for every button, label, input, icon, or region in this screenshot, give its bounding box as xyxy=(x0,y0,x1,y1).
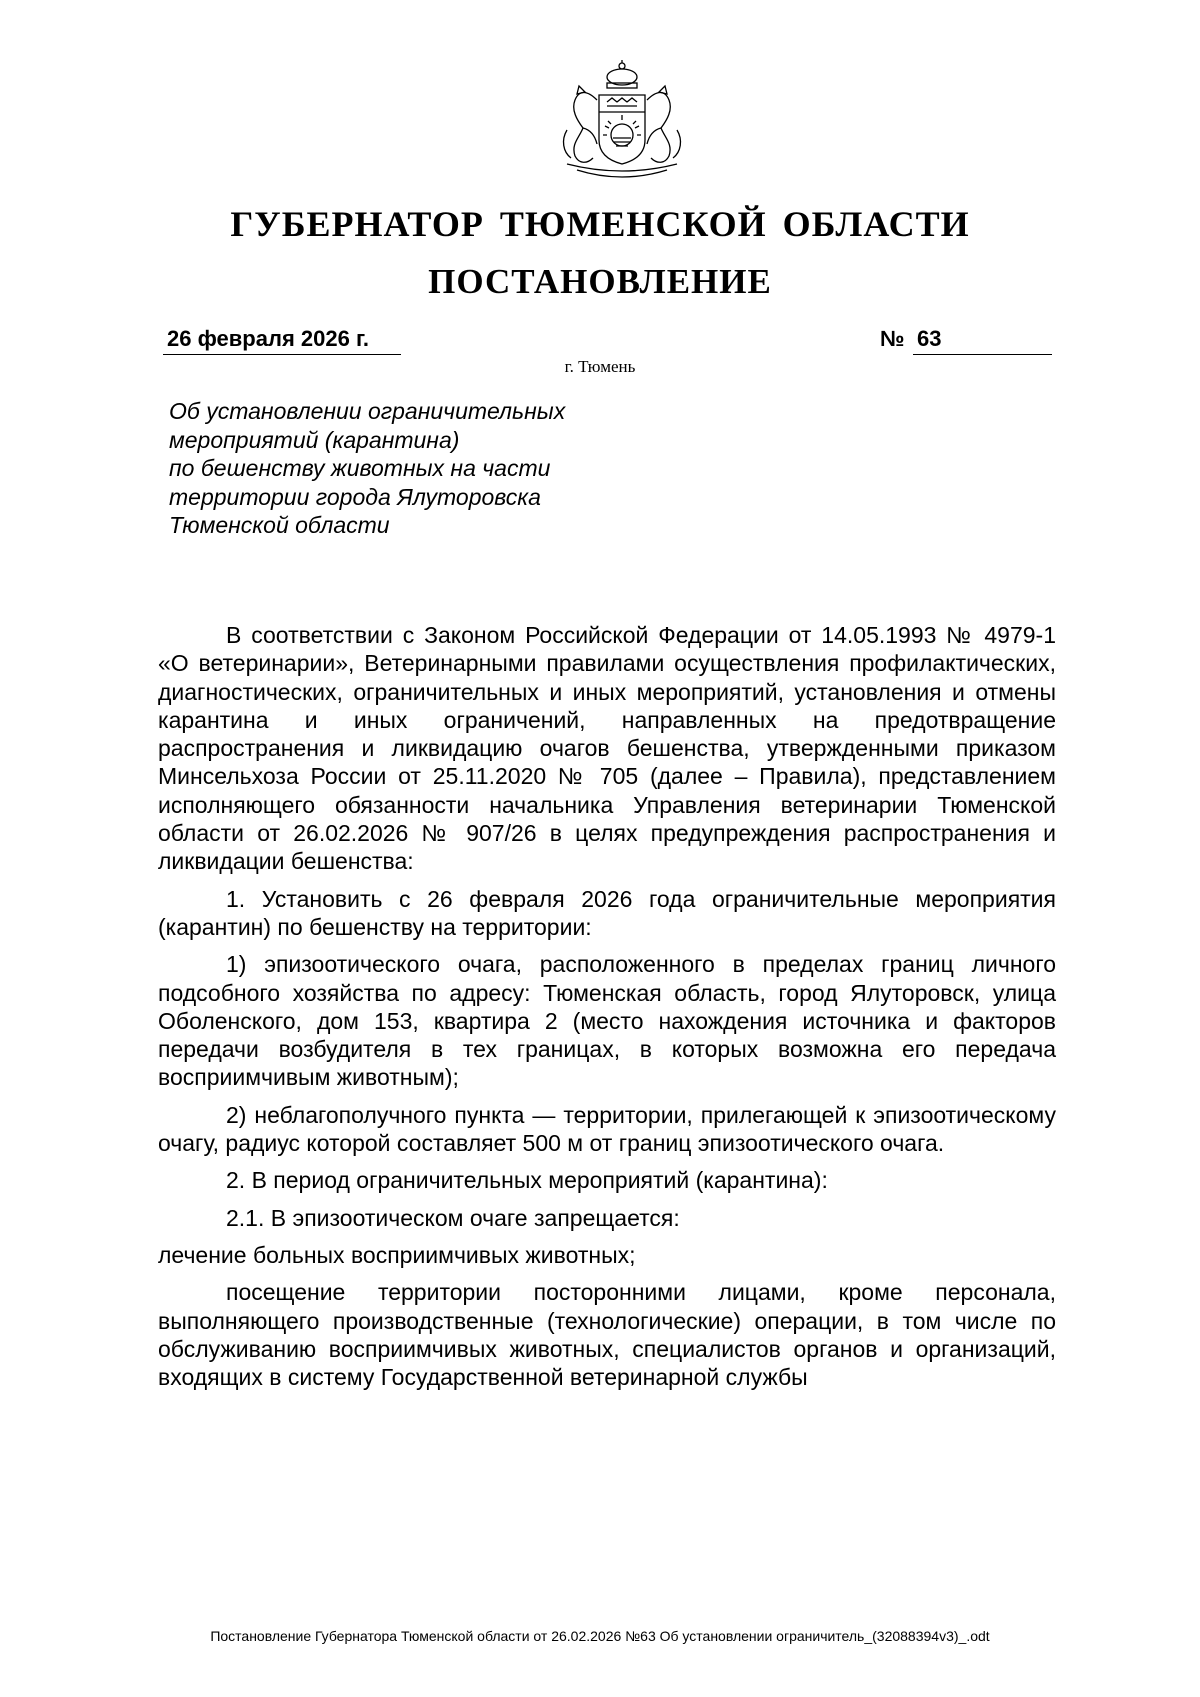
document-date: 26 февраля 2026 г. xyxy=(163,324,401,355)
number-sign: № xyxy=(880,326,905,351)
document-number: 63 xyxy=(913,324,1052,355)
document-body xyxy=(158,621,1056,1391)
footer-filename: Постановление Губернатора Тюменской области от 26.02.2026 №63 Об установлении ограничитель_(32088394v3)_.odt xyxy=(210,1628,990,1644)
coat-of-arms-icon xyxy=(557,60,687,185)
paragraph-prohibition-1: лечение больных восприимчивых животных; xyxy=(158,1241,636,1268)
subject-line: территории города Ялуторовска xyxy=(169,483,541,510)
paragraph-1-2: 2) неблагополучного пункта — территории, прилегающей к эпизоотическому очагу, радиус которой составляет 500 м от границ эпизоотического очага. xyxy=(158,1101,1056,1157)
preamble-paragraph: В соответствии с Законом Российской Федерации от 14.05.1993 № 4979-1 «О ветеринарии», Ветеринарными правилами осуществления профилактических, диагностических, ограничительных и иных мероприятий, установления и отмены карантина и иных ограничений, направленных на предотвращение распространения и ликвидацию очагов бешенства, утвержденными приказом Минсельхоза России от 25.11.2020 № 705 (далее – Правила), представлением исполняющего обязанности начальника Управления ветеринарии Тюменской области от 26.02.2026 № 907/26 в целях предупреждения распространения и ликвидации бешенства: xyxy=(158,622,1056,875)
paragraph-2: 2. В период ограничительных мероприятий (карантина): xyxy=(226,1167,828,1194)
document-subject xyxy=(169,397,689,540)
paragraph-prohibition-2: посещение территории посторонними лицами, кроме персонала, выполняющего производственные (технологические) операции, в том числе по обслуживанию восприимчивых животных, специалистов органов и организаций, входящих в систему Государственной ветеринарной службы xyxy=(158,1279,1056,1391)
paragraph-1: 1. Установить с 26 февраля 2026 года ограничительные мероприятия (карантин) по бешенству на территории: xyxy=(158,885,1056,940)
document-place: г. Тюмень xyxy=(564,357,636,376)
paragraph-2-1: 2.1. В эпизоотическом очаге запрещается: xyxy=(226,1204,680,1231)
document-type: ПОСТАНОВЛЕНИЕ xyxy=(428,262,772,301)
subject-line: Об установлении ограничительных xyxy=(169,398,566,424)
paragraph-1-1: 1) эпизоотического очага, расположенного в пределах границ личного подсобного хозяйства по адресу: Тюменская область, город Ялуторовск, улица Оболенского, дом 153, квартира 2 (место нахождения источника и факторов передачи возбудителя в тех границах, в которых возможна его передача восприимчивым животным); xyxy=(158,951,1056,1091)
issuing-authority: ГУБЕРНАТОР ТЮМЕНСКОЙ ОБЛАСТИ xyxy=(230,204,970,244)
subject-line: Тюменской области xyxy=(169,512,390,539)
subject-line: по бешенству животных на части xyxy=(169,455,551,482)
subject-line: мероприятий (карантина) xyxy=(169,426,460,453)
